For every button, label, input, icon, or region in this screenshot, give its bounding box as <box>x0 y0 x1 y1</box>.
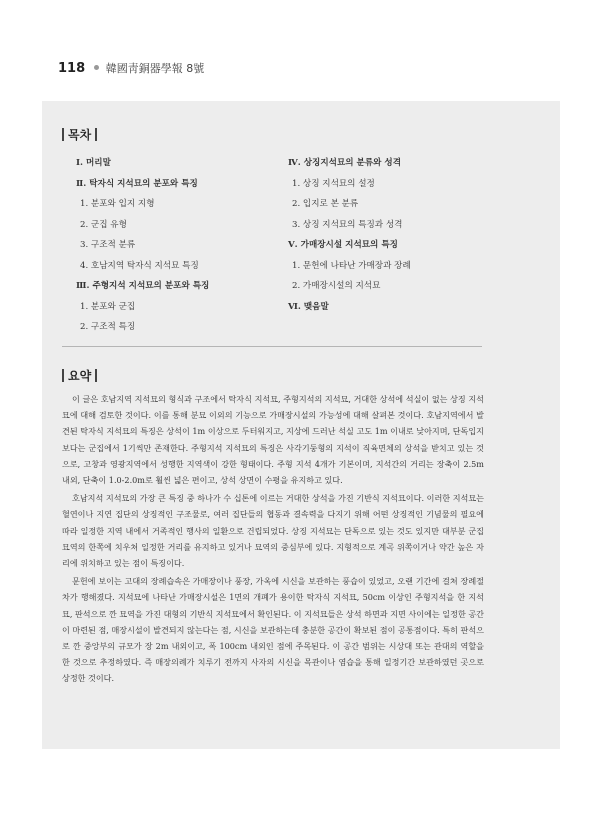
toc-item: 1. 분포와 군집 <box>80 301 136 312</box>
section-divider <box>62 346 482 347</box>
summary-body <box>62 391 484 689</box>
summary-paragraph: 호남지석 지석묘의 가장 큰 특징 중 하나가 수 십톤에 이르는 거대한 상석을 가진 기반식 지석묘이다. 이러한 지석묘는 혈연이나 지연 집단의 상징적인 구조물로, 여러 집단들의 협동과 결속력을 다지기 위해 어떤 상징적인 기념물의 필요에 따라 일정한 지역 내에서 거족적인 행사의 일환으로 건립되었다. 상징 지석묘는 단독으로 있는 것도 있지만 대부분 군집묘역의 한쪽에 치우쳐 일정한 거리를 유지하고 있거나 묘역의 중심부에 있다. 지형적으로 계곡 위쪽이거나 약간 높은 자리에 위치하고 있는 점이 특징이다. <box>62 493 484 569</box>
toc-item: 2. 군집 유형 <box>80 219 127 230</box>
toc-right-column <box>288 153 411 317</box>
summary-paragraph: 이 글은 호남지역 지석묘의 형식과 구조에서 탁자식 지석묘, 주형지석의 지석묘, 거대한 상석에 석실이 없는 상징 지석묘에 대해 검토한 것이다. 이를 통해 분묘 이외의 기능으로 가매장시설의 가능성에 대해 살펴본 것이다. 호남지역에서 발견된 탁자식 지석묘의 특징은 상석이 1m 이상으로 두터워지고, 지상에 드러난 석실 고도 1m 이내로 낮아지며, 단독입지보다는 군집에서 1기씩만 존재한다. 주형지석 지석묘의 특징은 사각기둥형의 지석이 직육면체의 상석을 받치고 있는 것으로, 고창과 영광지역에서 성행한 지역색이 강한 형태이다. 주형 지석 4개가 기본이며, 지석간의 거리는 장축이 2.5m 내외, 단축이 1.0-2.0m로 훨씬 넓은 편이고, 상석 상면이 수평을 유지하고 있다. <box>62 394 484 486</box>
toc-item: 2. 구조적 특징 <box>80 322 136 332</box>
toc-item: 1. 상징 지석묘의 설정 <box>292 178 375 189</box>
summary-title: 요약 <box>68 369 92 383</box>
toc-item: 4. 호남지역 탁자식 지석묘 특징 <box>80 260 199 271</box>
page-header <box>58 60 204 76</box>
toc-item: 2. 입지로 본 분류 <box>292 199 359 209</box>
journal-title: 韓國靑銅器學報 8號 <box>105 62 205 75</box>
toc-item: 3. 상징 지석묘의 특징과 성격 <box>292 219 403 230</box>
heading-bar-left <box>62 128 64 141</box>
toc-item: Ⅱ. 탁자식 지석묘의 분포와 특징 <box>76 178 198 189</box>
summary-heading <box>62 367 97 384</box>
toc-item: Ⅲ. 주형지석 지석묘의 분포와 특징 <box>76 281 210 291</box>
toc-item: Ⅰ. 머리말 <box>76 158 111 168</box>
toc-title: 목차 <box>68 128 92 142</box>
toc-left-column <box>76 153 209 338</box>
toc-item: 1. 문헌에 나타난 가매장과 장례 <box>292 260 411 271</box>
toc-item: 2. 가매장시설의 지석묘 <box>292 281 381 291</box>
bullet-icon <box>94 65 99 70</box>
toc-item: Ⅵ. 맺음말 <box>288 301 329 312</box>
toc-item: 3. 구조적 분류 <box>80 240 136 250</box>
toc-item: Ⅳ. 상징지석묘의 분류와 성격 <box>288 158 402 168</box>
heading-bar-left <box>62 369 64 382</box>
summary-paragraph: 문헌에 보이는 고대의 장례습속은 가매장이나 풍장, 가옥에 시신을 보관하는 풍습이 있었고, 오랜 기간에 걸쳐 장례절차가 행해졌다. 지석묘에 나타난 가매장시설은 1면의 개폐가 용이한 탁자식 지석묘, 50cm 이상인 주형지석을 한 지석묘, 판석으로 깐 묘역을 가진 대형의 기반식 지석묘에서 확인된다. 이 지석묘들은 상석 하면과 지면 사이에는 일정한 공간이 마련된 점, 매장시설이 발견되지 않는다는 점, 시신을 보관하는데 충분한 공간이 확보된 점이 공통점이다. 특히 판석으로 깐 중앙부의 규모가 장 2m 내외이고, 폭 100cm 내외인 점에 주목된다. 이 공간 범위는 시상대 또는 관대의 역할을 한 것으로 추정하였다. 즉 매장의례가 치루기 전까지 사자의 시신을 목관이나 염습을 통해 일정기간 보관하였던 곳으로 상정한 것이다. <box>62 576 484 684</box>
toc-item: 1. 분포와 입지 지형 <box>80 199 155 209</box>
page-number: 118 <box>58 61 86 76</box>
toc-item: Ⅴ. 가매장시설 지석묘의 특징 <box>288 240 398 250</box>
heading-bar-right <box>95 369 97 382</box>
toc-heading <box>62 126 97 143</box>
heading-bar-right <box>95 128 97 141</box>
